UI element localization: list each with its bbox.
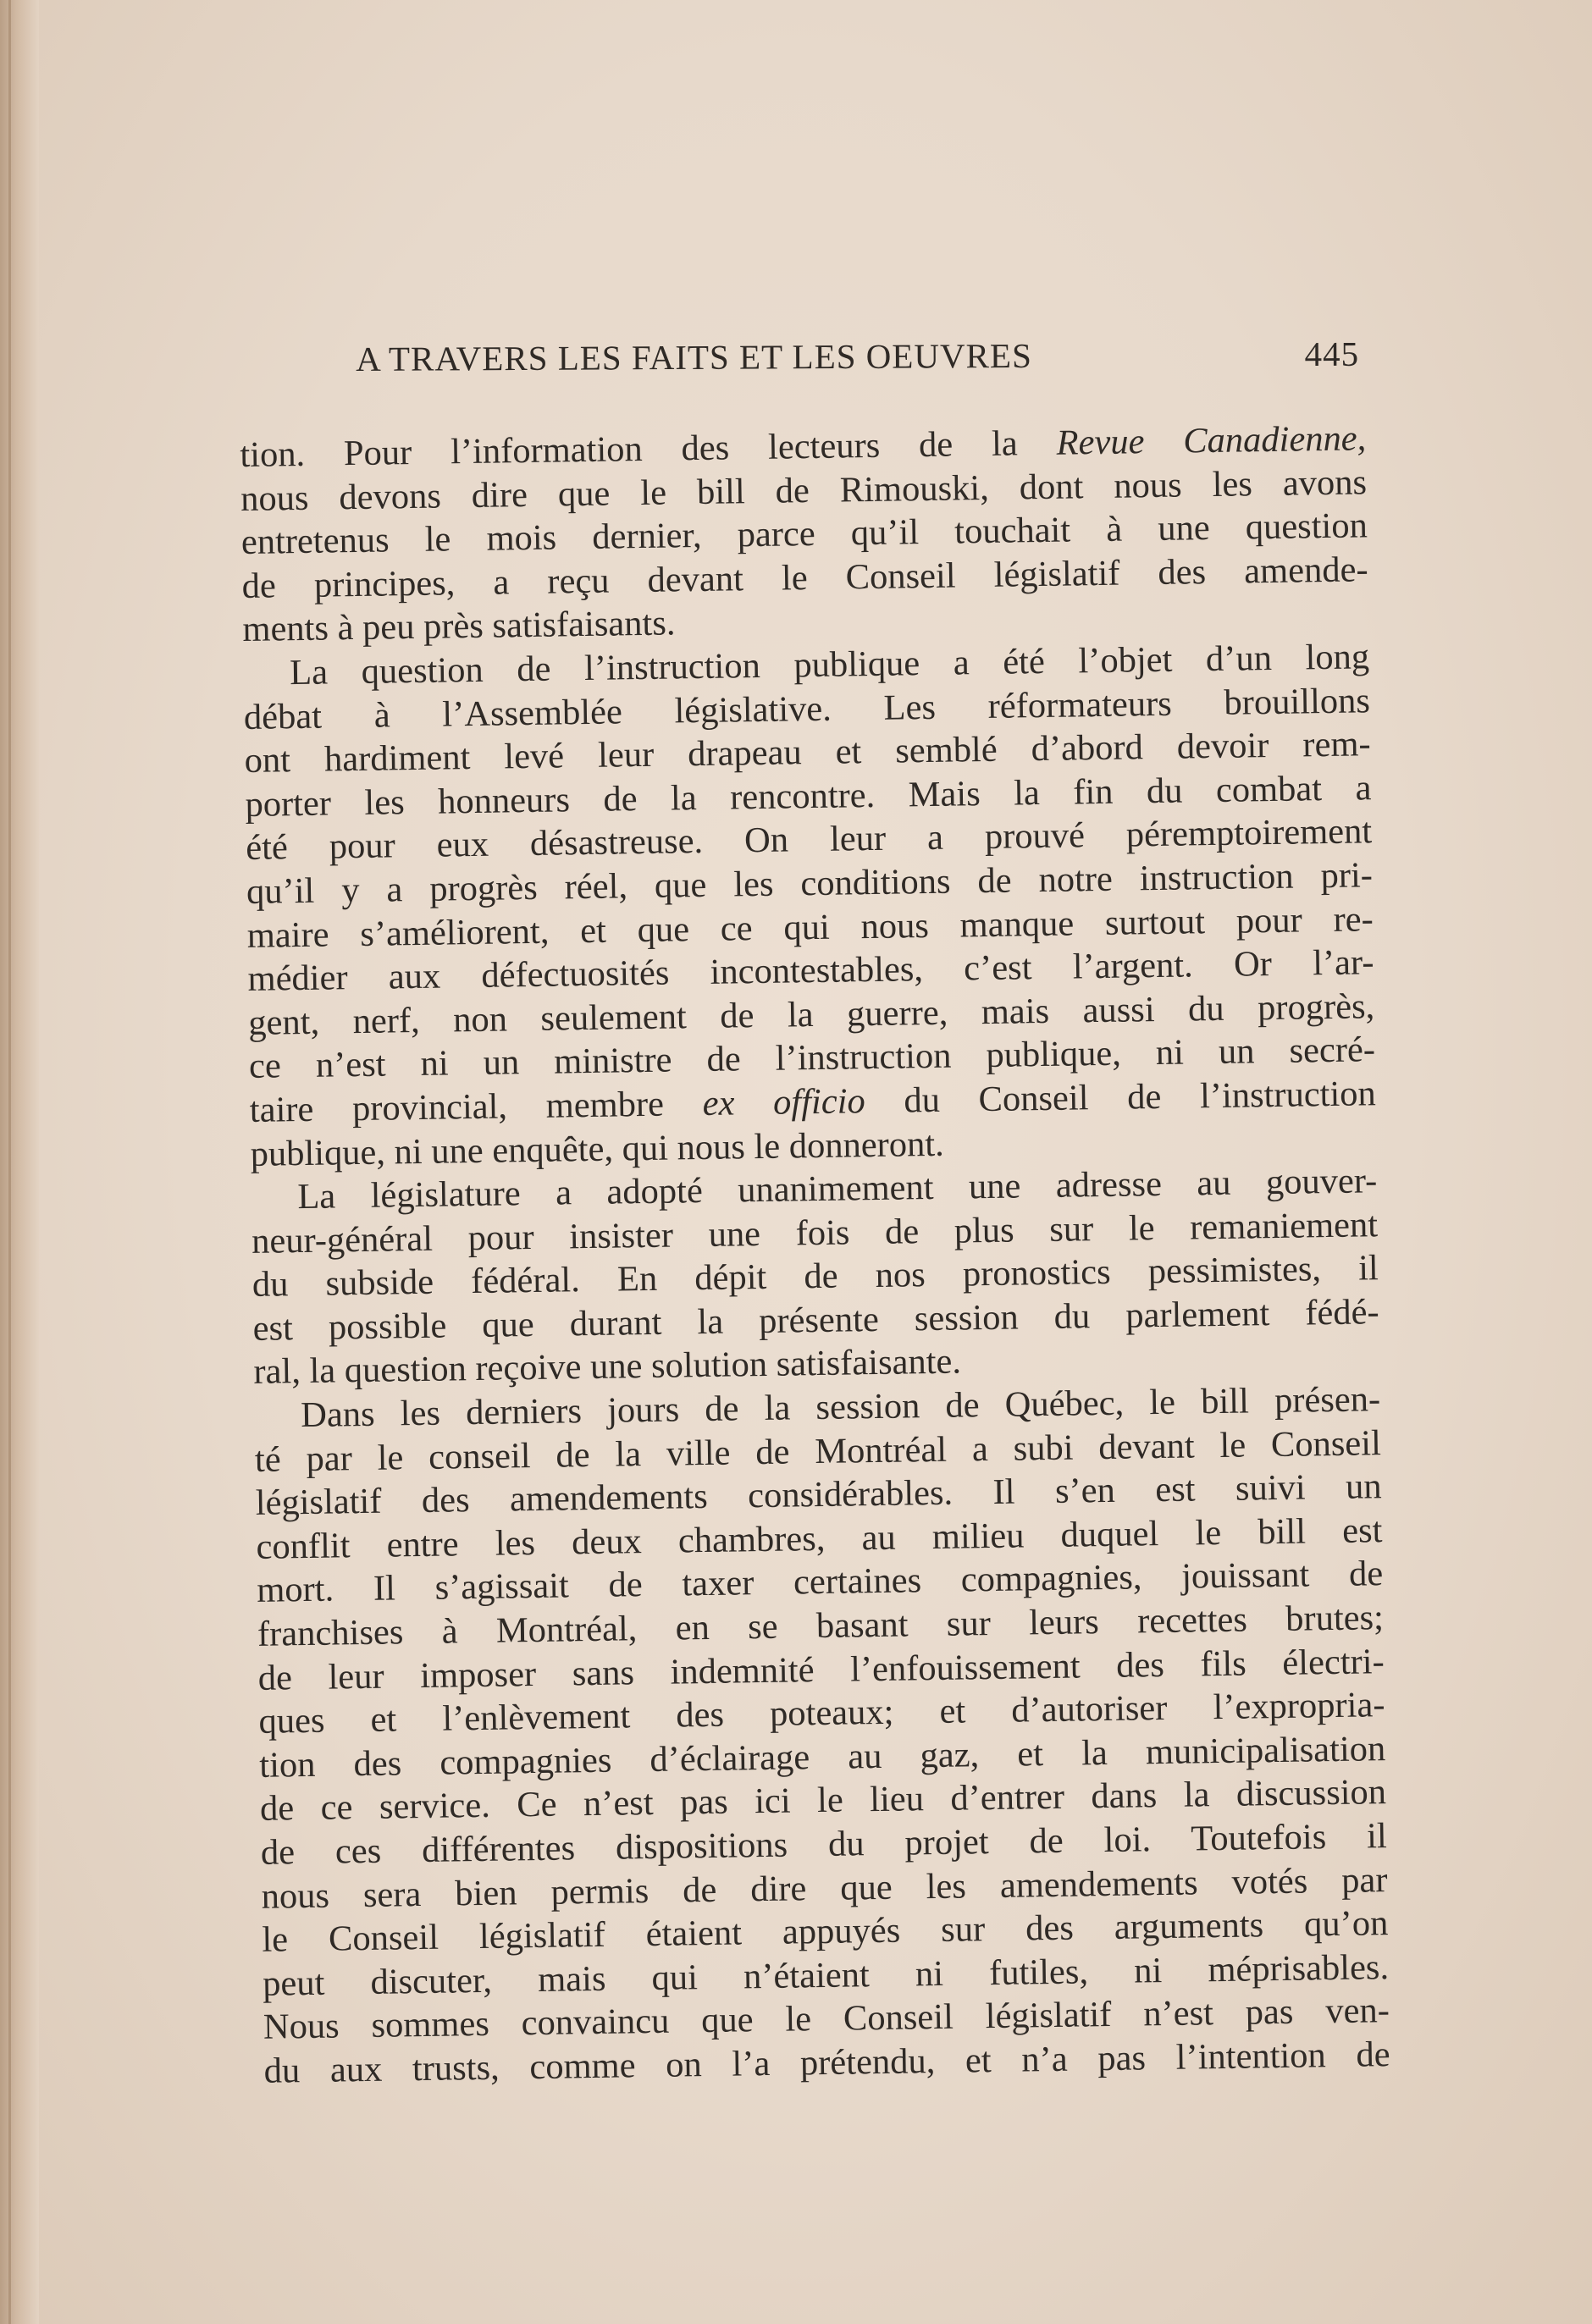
text-run: mort. Il s’agissait de taxer certaines compagnies, jouissant de bbox=[256, 1554, 1384, 1611]
text-run: té par le conseil de la ville de Montréal a subi devant le Conseil bbox=[254, 1422, 1382, 1480]
text-run: Nous sommes convaincu que le Conseil législatif n’est pas ven- bbox=[263, 1990, 1390, 2048]
text-run: débat à l’Assemblée législative. Les réformateurs brouillons bbox=[243, 680, 1371, 737]
text-run: tion des compagnies d’éclairage au gaz, et la municipalisation bbox=[258, 1728, 1386, 1786]
text-run: ments à peu près satisfaisants. bbox=[242, 603, 676, 650]
text-run: de ces différentes dispositions du projet de loi. Toutefois il bbox=[260, 1816, 1388, 1873]
text-run: porter les honneurs de la rencontre. Mais la fin du combat a bbox=[245, 767, 1372, 825]
text-run: taire provincial, membre bbox=[249, 1083, 703, 1130]
paragraph bbox=[251, 1159, 1380, 1394]
text-run: maire s’améliorent, et que ce qui nous manque surtout pour re- bbox=[246, 898, 1374, 956]
text-run: le Conseil législatif étaient appuyés sur des arguments qu’on bbox=[262, 1903, 1389, 1960]
text-run: Dans les derniers jours de la session de Québec, le bill présen- bbox=[300, 1379, 1381, 1436]
text-run: du subside fédéral. En dépit de nos pronostics pessimistes, il bbox=[252, 1248, 1379, 1306]
running-head bbox=[356, 334, 1359, 389]
text-run: de principes, a reçu devant le Conseil législatif des amende- bbox=[241, 549, 1368, 606]
text-run: ques et l’enlèvement des poteaux; et d’autoriser l’expropria- bbox=[258, 1685, 1385, 1742]
page-binding-edge bbox=[0, 0, 39, 2324]
text-run: qu’il y a progrès réel, que les conditions de notre instruction pri- bbox=[246, 855, 1374, 912]
text-run: du Conseil de l’instruction bbox=[865, 1074, 1377, 1122]
text-run: neur-général pour insister une fois de plus sur le remaniement bbox=[251, 1204, 1379, 1261]
text-run: peut discuter, mais qui n’étaient ni futiles, ni méprisables. bbox=[262, 1946, 1390, 2004]
text-run: tion. Pour l’information des lecteurs de la bbox=[240, 422, 1057, 475]
text-run: nous devons dire que le bill de Rimouski, dont nous les avons bbox=[240, 461, 1368, 519]
text-run: ral, la question reçoive une solution satisfaisante. bbox=[253, 1341, 962, 1393]
text-run: La législature a adopté unanimement une adresse au gouver- bbox=[297, 1161, 1378, 1217]
italic-text: Revue Canadienne, bbox=[1056, 418, 1367, 463]
paragraph bbox=[254, 1377, 1390, 2093]
text-run: est possible que durant la présente session du parlement fédé- bbox=[252, 1292, 1379, 1349]
text-run: conflit entre les deux chambres, au milieu duquel le bill est bbox=[256, 1510, 1383, 1567]
text-run: franchises à Montréal, en se basant sur leurs recettes brutes; bbox=[257, 1598, 1385, 1654]
text-run: de ce service. Ce n’est pas ici le lieu d’entrer dans la discussion bbox=[259, 1772, 1387, 1830]
binding-crease bbox=[8, 0, 11, 2324]
text-run: ont hardiment levé leur drapeau et semblé d’abord devoir rem- bbox=[244, 724, 1371, 781]
text-run: ce n’est ni un ministre de l’instruction publique, ni un secré- bbox=[248, 1030, 1376, 1087]
body-text bbox=[240, 417, 1390, 2093]
text-run: législatif des amendements considérables. Il s’en est suivi un bbox=[255, 1466, 1382, 1524]
text-run: La question de l’instruction publique a été l’objet d’un long bbox=[289, 637, 1370, 693]
text-run: médier aux défectuosités incontestables, c’est l’argent. Or l’ar- bbox=[247, 942, 1374, 1000]
text-run: publique, ni une enquête, qui nous le donneront. bbox=[250, 1123, 945, 1174]
text-run: été pour eux désastreuse. On leur a prouvé péremptoirement bbox=[245, 811, 1373, 869]
page-number: 445 bbox=[1304, 334, 1360, 374]
text-run: du aux trusts, comme on l’a prétendu, et n’a pas l’intention de bbox=[263, 2034, 1390, 2091]
text-run: gent, nerf, non seulement de la guerre, mais aussi du progrès, bbox=[247, 985, 1375, 1043]
text-run: de leur imposer sans indemnité l’enfouissement des fils électri- bbox=[257, 1641, 1385, 1698]
text-run: nous sera bien permis de dire que les amendements votés par bbox=[261, 1859, 1388, 1917]
paragraph bbox=[240, 417, 1369, 652]
running-head-title: A TRAVERS LES FAITS ET LES OEUVRES bbox=[356, 335, 1032, 378]
italic-text: ex officio bbox=[702, 1081, 866, 1123]
text-run: entretenus le mois dernier, parce qu’il touchait à une question bbox=[240, 505, 1368, 563]
paragraph bbox=[243, 635, 1377, 1176]
